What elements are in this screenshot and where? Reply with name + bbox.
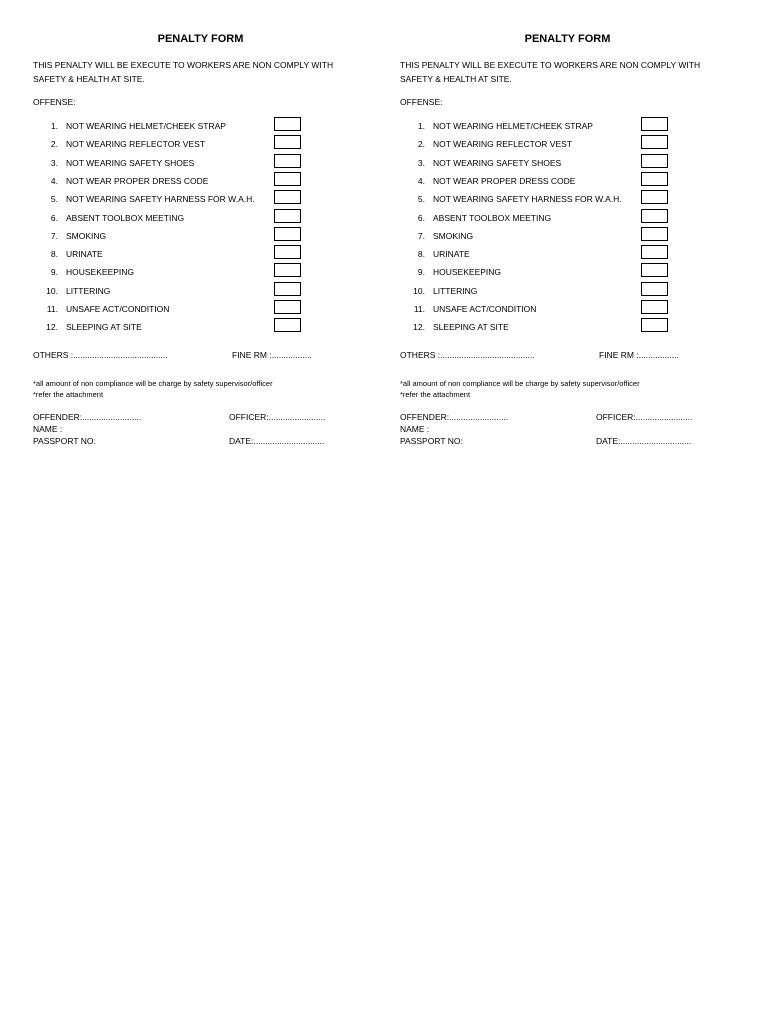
- signature-row-passport: [33, 436, 373, 448]
- signature-row-offender: [400, 412, 740, 424]
- offense-checkbox[interactable]: [641, 135, 668, 149]
- offense-number: 12.: [46, 322, 58, 333]
- offense-heading: OFFENSE:: [400, 97, 443, 107]
- fine-field: FINE RM :.................: [232, 350, 312, 360]
- offense-checkbox[interactable]: [641, 300, 668, 314]
- offense-checkbox[interactable]: [274, 154, 301, 168]
- offense-checkbox[interactable]: [641, 172, 668, 186]
- offense-label: UNSAFE ACT/CONDITION: [66, 304, 170, 314]
- signature-row-passport: [400, 436, 740, 448]
- offense-checkbox[interactable]: [274, 172, 301, 186]
- penalty-form-right: [400, 0, 740, 460]
- form-title: PENALTY FORM: [524, 33, 611, 45]
- offense-number: 9.: [50, 267, 58, 278]
- offense-label: NOT WEARING REFLECTOR VEST: [433, 139, 573, 150]
- offense-checkbox[interactable]: [274, 263, 301, 277]
- signature-row-offender: [33, 412, 373, 424]
- offense-label: ABSENT TOOLBOX MEETING: [66, 212, 185, 223]
- penalty-form-left: [33, 0, 373, 460]
- offense-label: SMOKING: [66, 230, 107, 241]
- passport-field: PASSPORT NO:: [33, 436, 96, 446]
- signature-row-name: [400, 424, 740, 436]
- note-compliance: *all amount of non compliance will be charge by safety supervisor/officer: [33, 379, 273, 388]
- date-field: DATE:..............................: [229, 436, 325, 446]
- offense-checkbox[interactable]: [274, 190, 301, 204]
- note-compliance: *all amount of non compliance will be charge by safety supervisor/officer: [400, 379, 640, 388]
- offense-number: 9.: [417, 267, 425, 278]
- offense-heading: OFFENSE:: [33, 97, 76, 107]
- offense-label: URINATE: [433, 249, 470, 260]
- offense-checkbox[interactable]: [274, 282, 301, 296]
- offense-number: 3.: [417, 157, 425, 168]
- offense-number: 5.: [417, 194, 425, 205]
- offender-field: OFFENDER:.........................: [33, 412, 142, 422]
- offense-checkbox[interactable]: [641, 154, 668, 168]
- offense-label: SLEEPING AT SITE: [66, 322, 142, 333]
- name-field: NAME :: [400, 424, 430, 434]
- offense-checkbox[interactable]: [274, 209, 301, 223]
- offense-checkbox[interactable]: [274, 117, 301, 131]
- offense-number: 4.: [417, 175, 425, 186]
- officer-field: OFFICER:........................: [229, 412, 326, 422]
- notes: [33, 378, 273, 400]
- passport-field: PASSPORT NO:: [400, 436, 463, 446]
- date-field: DATE:..............................: [596, 436, 692, 446]
- notes: [400, 378, 640, 400]
- offense-checkbox[interactable]: [274, 318, 301, 332]
- offense-number: 10.: [413, 285, 425, 296]
- offense-label: URINATE: [66, 249, 103, 260]
- offense-checkbox[interactable]: [641, 227, 668, 241]
- offense-number: 1.: [417, 121, 425, 131]
- offense-checkbox[interactable]: [641, 117, 668, 131]
- offense-label: LITTERING: [433, 285, 478, 296]
- offense-number: 6.: [417, 212, 425, 223]
- offense-checkbox[interactable]: [641, 209, 668, 223]
- officer-field: OFFICER:........................: [596, 412, 693, 422]
- signature-row-name: [33, 424, 373, 436]
- offense-number: 7.: [50, 230, 58, 241]
- offense-number: 7.: [417, 230, 425, 241]
- offense-number: 8.: [50, 249, 58, 260]
- offense-label: NOT WEARING HELMET/CHEEK STRAP: [433, 121, 593, 131]
- offense-label: NOT WEARING SAFETY HARNESS FOR W.A.H.: [66, 194, 255, 205]
- offense-checkbox[interactable]: [274, 245, 301, 259]
- offense-number: 2.: [50, 139, 58, 150]
- offense-number: 11.: [46, 304, 58, 314]
- form-intro: THIS PENALTY WILL BE EXECUTE TO WORKERS ARE NON COMPLY WITH SAFETY & HEALTH AT SITE.: [33, 60, 334, 84]
- offense-number: 1.: [50, 121, 58, 131]
- form-title: PENALTY FORM: [157, 33, 244, 45]
- offense-checkbox[interactable]: [641, 263, 668, 277]
- offense-label: ABSENT TOOLBOX MEETING: [433, 212, 552, 223]
- offender-field: OFFENDER:.........................: [400, 412, 509, 422]
- offense-number: 4.: [50, 175, 58, 186]
- offense-label: SMOKING: [433, 230, 474, 241]
- offense-number: 8.: [417, 249, 425, 260]
- offense-checkbox[interactable]: [641, 318, 668, 332]
- others-field: OTHERS :........................................: [33, 350, 168, 360]
- offense-label: NOT WEARING REFLECTOR VEST: [66, 139, 206, 150]
- offense-label: HOUSEKEEPING: [433, 267, 502, 278]
- offense-label: NOT WEARING SAFETY SHOES: [433, 157, 562, 168]
- offense-checkbox[interactable]: [641, 282, 668, 296]
- offense-label: SLEEPING AT SITE: [433, 322, 509, 333]
- offense-label: LITTERING: [66, 285, 111, 296]
- offense-number: 11.: [413, 304, 425, 314]
- offense-label: NOT WEARING HELMET/CHEEK STRAP: [66, 121, 226, 131]
- offense-label: NOT WEARING SAFETY HARNESS FOR W.A.H.: [433, 194, 622, 205]
- form-intro: THIS PENALTY WILL BE EXECUTE TO WORKERS ARE NON COMPLY WITH SAFETY & HEALTH AT SITE.: [400, 60, 701, 84]
- offense-checkbox[interactable]: [274, 135, 301, 149]
- offense-number: 12.: [413, 322, 425, 333]
- offense-checkbox[interactable]: [641, 190, 668, 204]
- offense-label: NOT WEAR PROPER DRESS CODE: [433, 175, 576, 186]
- name-field: NAME :: [33, 424, 63, 434]
- note-attachment: *refer the attachment: [400, 390, 471, 399]
- offense-number: 5.: [50, 194, 58, 205]
- offense-checkbox[interactable]: [274, 300, 301, 314]
- offense-label: HOUSEKEEPING: [66, 267, 135, 278]
- offense-checkbox[interactable]: [274, 227, 301, 241]
- offense-checkbox[interactable]: [641, 245, 668, 259]
- offense-label: UNSAFE ACT/CONDITION: [433, 304, 537, 314]
- others-field: OTHERS :........................................: [400, 350, 535, 360]
- offense-number: 3.: [50, 157, 58, 168]
- offense-number: 6.: [50, 212, 58, 223]
- offense-number: 2.: [417, 139, 425, 150]
- offense-number: 10.: [46, 285, 58, 296]
- fine-field: FINE RM :.................: [599, 350, 679, 360]
- offense-label: NOT WEAR PROPER DRESS CODE: [66, 175, 209, 186]
- note-attachment: *refer the attachment: [33, 390, 104, 399]
- offense-label: NOT WEARING SAFETY SHOES: [66, 157, 195, 168]
